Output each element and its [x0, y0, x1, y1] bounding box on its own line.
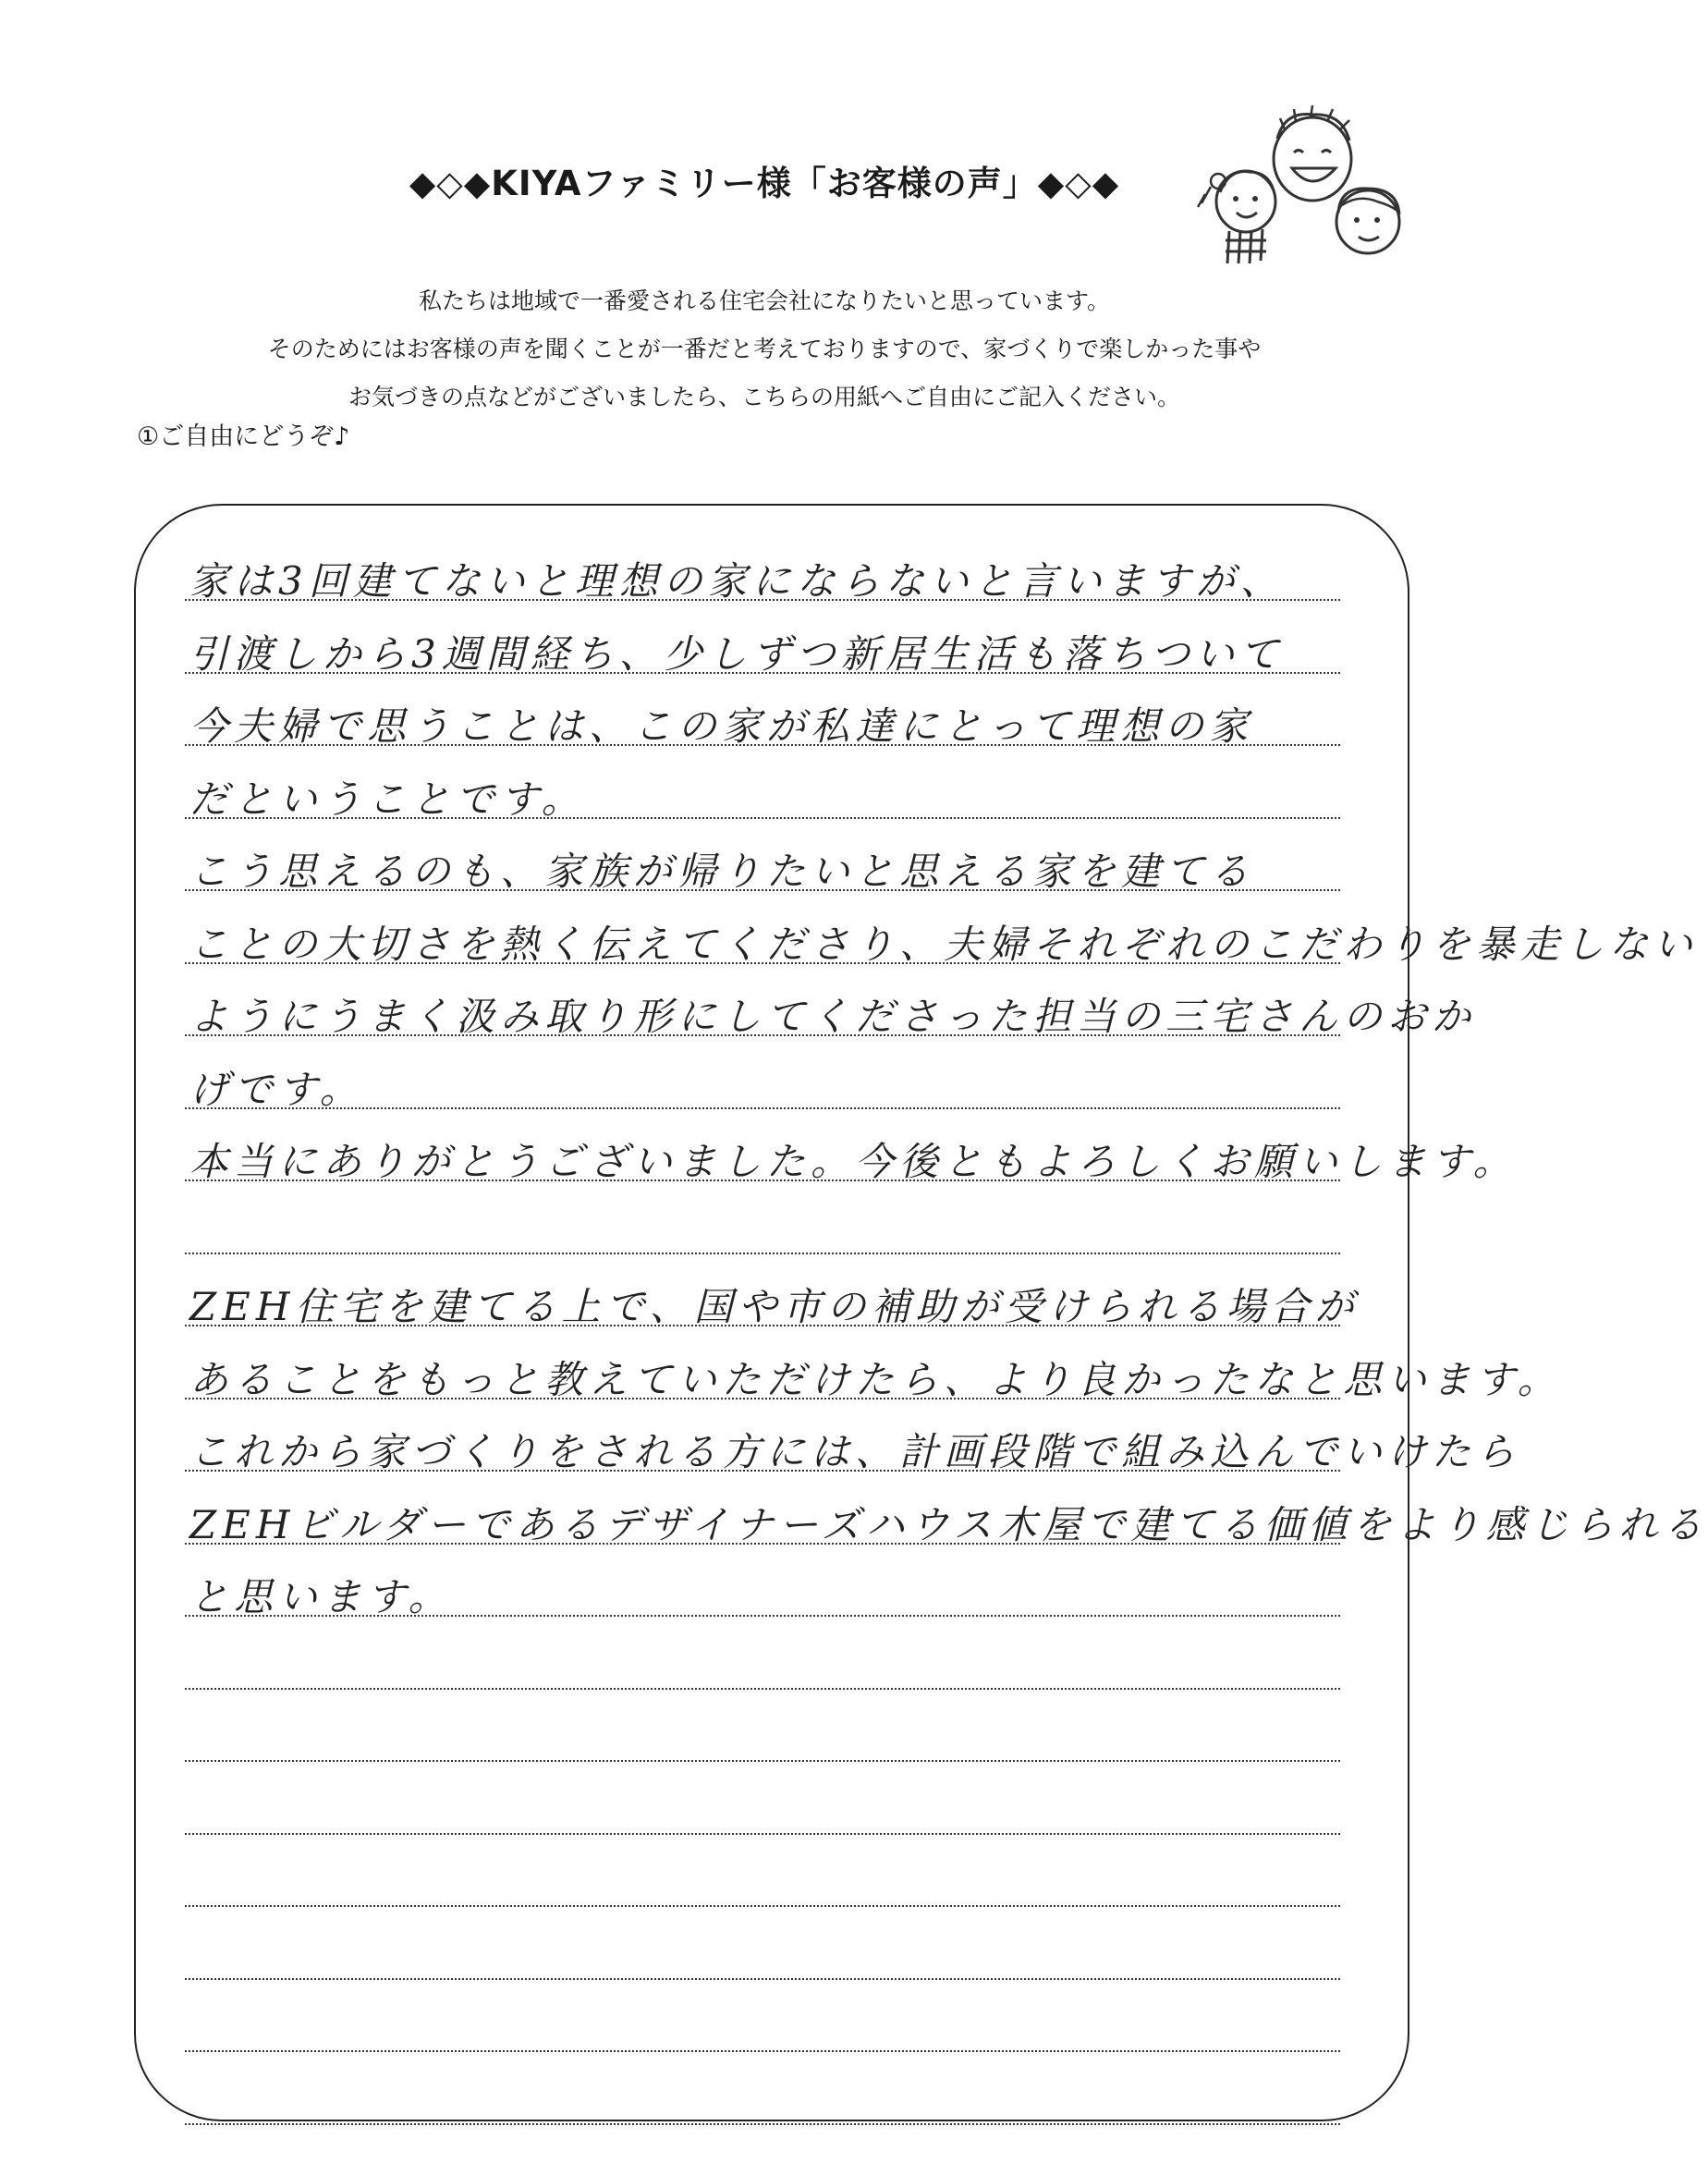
handwritten-line: と思います。 [189, 1574, 453, 1619]
ruled-line [185, 2050, 1340, 2052]
handwritten-line: あることをもっと教えていただけたら、より良かったなと思います。 [189, 1356, 1562, 1402]
intro-line: 私たちは地域で一番愛される住宅会社になりたいと思っています。 [418, 287, 1110, 314]
handwritten-line: ZEH住宅を建てる上で、国や市の補助が受けられる場合が [189, 1284, 1360, 1329]
ruled-line [185, 1253, 1340, 1254]
intro-line: そのためにはお客様の声を聞くことが一番だと考えておりますので、家づくりで楽しかった事や [267, 336, 1262, 362]
handwritten-line: げです。 [189, 1066, 364, 1112]
ruled-line [185, 2123, 1340, 2125]
intro-line: お気づきの点などがございましたら、こちらの用紙へご自由にご記入ください。 [348, 384, 1180, 410]
handwritten-line: こう思えるのも、家族が帰りたいと思える家を建てる [189, 849, 1255, 894]
ruled-line [185, 1978, 1340, 1980]
handwritten-line: 今夫婦で思うことは、この家が私達にとって理想の家 [189, 703, 1254, 749]
ruled-line [185, 1905, 1340, 1907]
ruled-line [185, 1760, 1340, 1762]
section-label: ①ご自由にどうぞ♪ [137, 422, 350, 451]
handwritten-line: ZEHビルダーであるデザイナーズハウス木屋で建てる価値をより感じられる [189, 1501, 1708, 1547]
handwritten-line: 引渡しから3週間経ち、少しずつ新居生活も落ちついて [189, 630, 1285, 677]
intro-text [0, 277, 1529, 422]
ruled-line [185, 1833, 1340, 1835]
handwritten-line: ようにうまく汲み取り形にしてくださった担当の三宅さんのおか [189, 994, 1477, 1039]
handwritten-line: 本当にありがとうございました。今後ともよろしくお願いします。 [189, 1139, 1518, 1184]
family-faces-icon [1192, 102, 1414, 268]
handwritten-line: これから家づくりをされる方には、計画段階で組み込んでいけたら [189, 1429, 1521, 1474]
handwritten-line: ことの大切さを熱く伝えてくださり、夫婦それぞれのこだわりを暴走しない [189, 921, 1699, 967]
ruled-line [185, 1688, 1340, 1690]
handwritten-line: 家は3回建てないと理想の家にならないと言いますが、 [189, 558, 1285, 604]
page-title: ◆◇◆KIYAファミリー様「お客様の声」◆◇◆ [409, 164, 1120, 203]
handwritten-line: だということです。 [189, 776, 586, 822]
